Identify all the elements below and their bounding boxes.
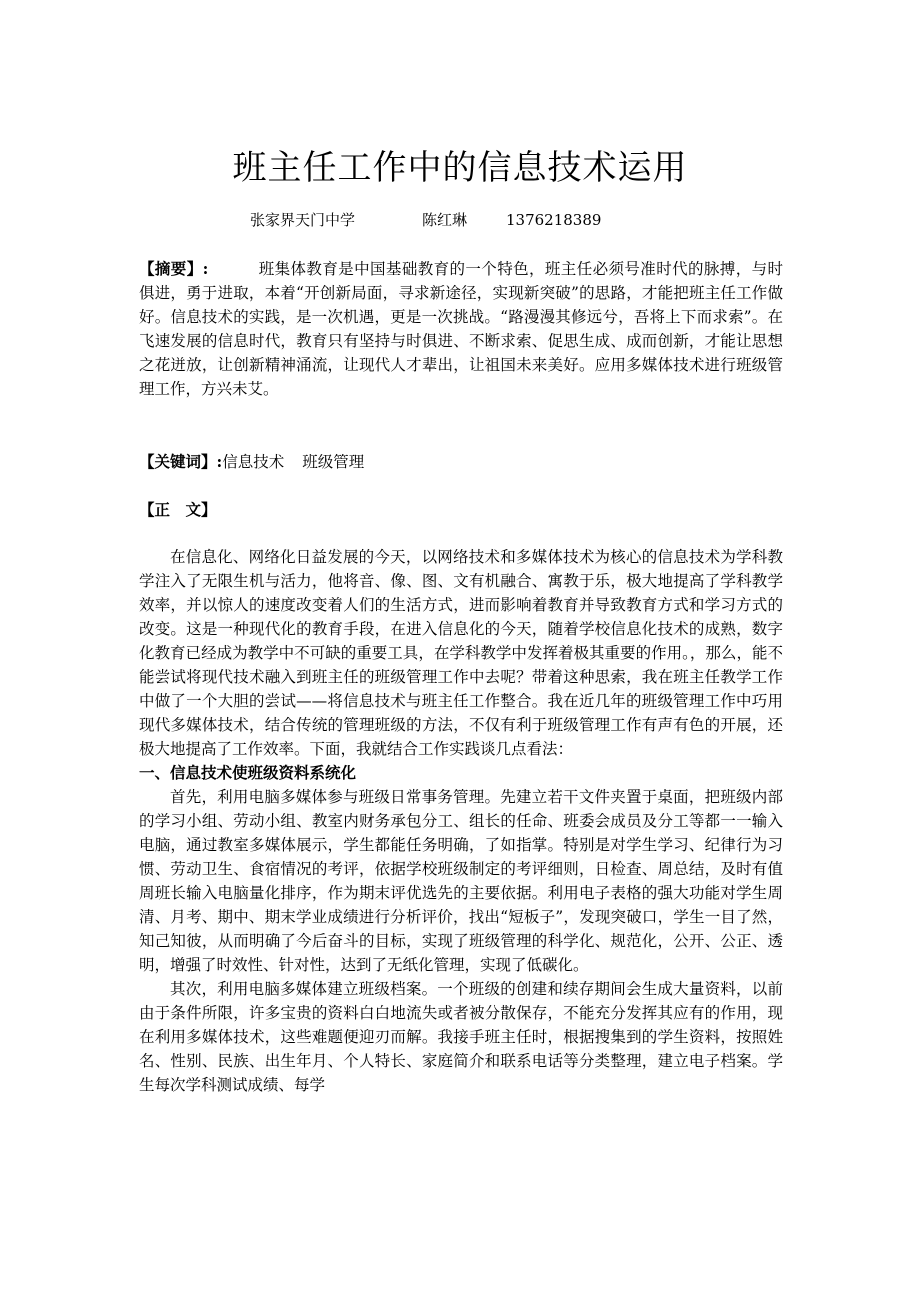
section-heading: 一、信息技术使班级资料系统化 — [139, 763, 357, 782]
body-label: 【正 文】 — [139, 500, 217, 519]
body-label-section — [139, 498, 783, 522]
school-name: 张家界天门中学 — [250, 211, 356, 229]
keywords-section — [139, 450, 783, 474]
keyword-item: 信息技术 — [222, 453, 285, 471]
section-paragraph: 首先，利用电脑多媒体参与班级日常事务管理。先建立若干文件夹置于桌面，把班级内部的学习小组、劳动小组、教室内财务承包分工、组长的任命、班委会成员及分工等都一一输入电脑，通过教室多媒体展示，学生都能任务明确，了如指掌。特别是对学生学习、纪律行为习惯、劳动卫生、食宿情况的考评，依据学校班级制定的考评细则，日检查、周总结，及时有值周班长输入电脑量化排序，作为期末评优选先的主要依据。利用电子表格的强大功能对学生周清、月考、期中、期末学业成绩进行分析评价，找出“短板子”，发现突破口，学生一目了然，知己知彼，从而明确了今后奋斗的目标，实现了班级管理的科学化、规范化，公开、公正、透明，增强了时效性、针对性，达到了无纸化管理，实现了低碳化。 — [139, 788, 783, 974]
section-paragraph: 其次，利用电脑多媒体建立班级档案。一个班级的创建和续存期间会生成大量资料，以前由于条件所限，许多宝贵的资料白白地流失或者被分散保存，不能充分发挥其应有的作用，现在利用多媒体技术，这些难题便迎刃而解。我接手班主任时，根据搜集到的学生资料，按照姓名、性别、民族、出生年月、个人特长、家庭简介和联系电话等分类整理，建立电子档案。学生每次学科测试成绩、每学 — [139, 980, 783, 1094]
abstract-label: 【摘要】: — [139, 259, 209, 278]
intro-paragraph: 在信息化、网络化日益发展的今天，以网络技术和多媒体技术为核心的信息技术为学科教学注入了无限生机与活力，他将音、像、图、文有机融合、寓教于乐，极大地提高了学科教学效率，并以惊人的速度改变着人们的生活方式，进而影响着教育并导致教育方式和学习方式的改变。这是一种现代化的教育手段，在进入信息化的今天，随着学校信息化技术的成熟，数字化教育已经成为教学中不可缺的重要工具，在学科教学中发挥着极其重要的作用。，那么，能不能尝试将现代技术融入到班主任的班级管理工作中去呢？带着这种思索，我在班主任教学工作中做了一个大胆的尝试——将信息技术与班主任工作整合。我在近几年的班级管理工作中巧用现代多媒体技术，结合传统的管理班级的方法，不仅有利于班级管理工作有声有色的开展，还极大地提高了工作效率。下面，我就结合工作实践谈几点看法： — [139, 548, 783, 758]
abstract-section — [139, 257, 783, 401]
document-title: 班主任工作中的信息技术运用 — [232, 147, 688, 188]
keywords-label: 【关键词】: — [139, 452, 223, 471]
body-text — [139, 545, 783, 1097]
author-line — [250, 208, 601, 232]
keyword-item: 班级管理 — [302, 453, 365, 471]
phone-number: 1376218389 — [506, 211, 602, 229]
author-name: 陈红琳 — [422, 211, 468, 229]
abstract-text: 班集体教育是中国基础教育的一个特色，班主任必须号准时代的脉搏，与时俱进，勇于进取，本着“开创新局面，寻求新途径，实现新突破”的思路，才能把班主任工作做好。信息技术的实践，是一次机遇，更是一次挑战。“路漫漫其修远兮，吾将上下而求索”。在飞速发展的信息时代，教育只有坚持与时俱进、不断求索、促思生成、成而创新，才能让思想之花迸放，让创新精神涌流，让现代人才辈出，让祖国未来美好。应用多媒体技术进行班级管理工作，方兴未艾。 — [139, 260, 783, 398]
